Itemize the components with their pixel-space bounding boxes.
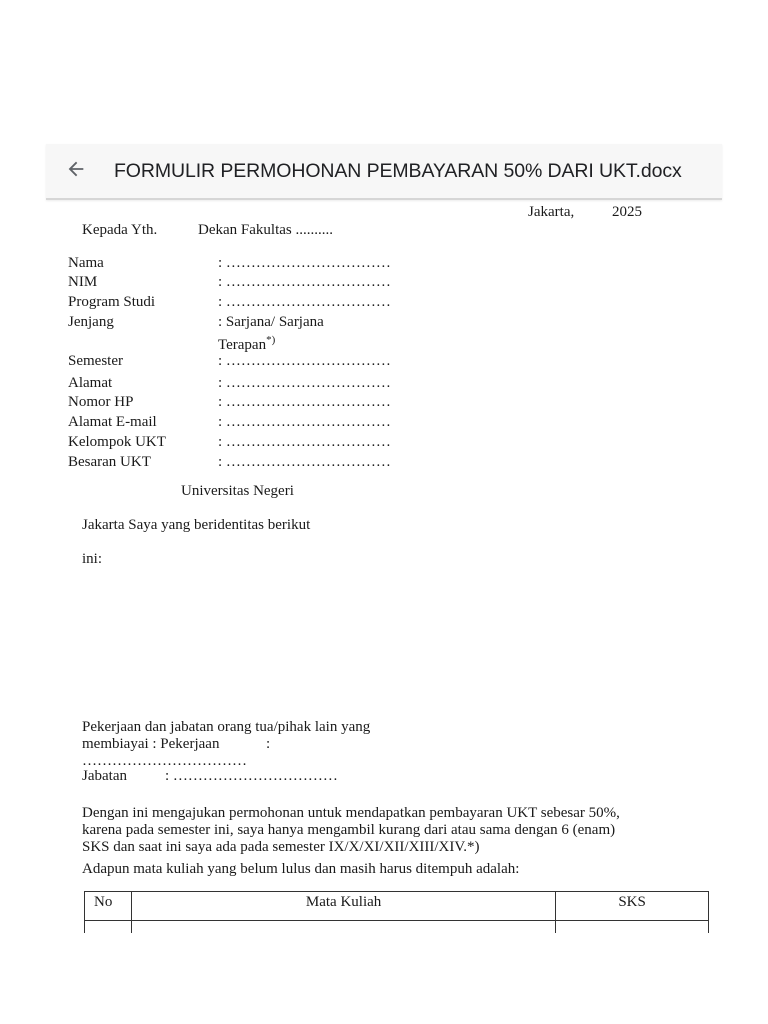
request-line-1: Dengan ini mengajukan permohonan untuk mendapatkan pembayaran UKT sebesar 50%,	[82, 805, 620, 821]
request-line-2: karena pada semester ini, saya hanya mengambil kurang dari atau sama dengan 6 (enam)	[82, 822, 616, 838]
arrow-left-icon	[65, 158, 87, 185]
table-header-row	[85, 892, 709, 921]
field-value: : Sarjana/ Sarjana	[218, 314, 324, 330]
document-viewer-header	[46, 144, 722, 200]
courses-table	[84, 891, 709, 933]
table-cell	[85, 921, 132, 933]
intro-line-2: ini:	[82, 551, 103, 567]
field-label: NIM	[68, 274, 98, 290]
field-value: : ……………………………	[218, 353, 391, 369]
field-label: Besaran UKT	[68, 454, 151, 470]
field-value: : ……………………………	[218, 375, 391, 391]
field-label: Kelompok UKT	[68, 434, 166, 450]
table-cell	[556, 921, 709, 933]
parent-job-line-2: membiayai : Pekerjaan	[82, 736, 220, 752]
field-value: : ……………………………	[218, 255, 391, 271]
field-nomor-hp	[68, 394, 408, 412]
footnote-marker: *)	[266, 334, 276, 346]
intro-line-1: Jakarta Saya yang beridentitas berikut	[82, 517, 311, 533]
field-alamat	[68, 375, 408, 393]
place-city: Jakarta,	[528, 204, 575, 220]
field-program-studi	[68, 294, 408, 312]
field-label: Nama	[68, 255, 104, 271]
field-label: Jenjang	[68, 314, 114, 330]
field-label: Program Studi	[68, 294, 156, 310]
back-button[interactable]	[48, 143, 104, 199]
addressee-recipient: Dekan Fakultas ..........	[198, 222, 333, 238]
field-value: : ……………………………	[218, 294, 391, 310]
field-value: : ……………………………	[218, 434, 391, 450]
column-header-sks: SKS	[556, 892, 709, 921]
parent-job-dots: ……………………………	[82, 753, 247, 769]
field-value: : ……………………………	[218, 414, 391, 430]
field-label: Alamat E-mail	[68, 414, 157, 430]
field-value: : ……………………………	[218, 454, 391, 470]
parent-job-colon: :	[266, 736, 271, 752]
field-value-line2	[218, 334, 275, 354]
courses-intro: Adapun mata kuliah yang belum lulus dan masih harus ditempuh adalah:	[82, 861, 520, 877]
field-value: : ……………………………	[218, 274, 391, 290]
table-cell	[131, 921, 555, 933]
place-year: 2025	[612, 204, 642, 220]
field-semester	[68, 353, 408, 371]
table-row	[85, 921, 709, 933]
field-nim	[68, 274, 408, 292]
jabatan-value: : ……………………………	[165, 768, 338, 784]
parent-job-line-1: Pekerjaan dan jabatan orang tua/pihak lain yang	[82, 719, 371, 735]
addressee-label: Kepada Yth.	[82, 222, 158, 238]
column-header-mata-kuliah: Mata Kuliah	[131, 892, 555, 921]
field-label: Semester	[68, 353, 123, 369]
field-label: Nomor HP	[68, 394, 134, 410]
field-value-terapan: Terapan	[218, 337, 267, 353]
field-value: : ……………………………	[218, 394, 391, 410]
jabatan-label: Jabatan	[82, 768, 127, 784]
field-nama	[68, 255, 408, 273]
field-alamat-email	[68, 414, 408, 432]
request-line-3: SKS dan saat ini saya ada pada semester IX/X/XI/XII/XIII/XIV.*)	[82, 839, 480, 855]
document-title: FORMULIR PERMOHONAN PEMBAYARAN 50% DARI UKT.docx	[114, 159, 682, 182]
university-name: Universitas Negeri	[181, 483, 294, 499]
column-header-no: No	[85, 892, 132, 921]
field-label: Alamat	[68, 375, 113, 391]
field-kelompok-ukt	[68, 434, 408, 452]
field-besaran-ukt	[68, 454, 408, 472]
field-jenjang	[68, 314, 408, 354]
